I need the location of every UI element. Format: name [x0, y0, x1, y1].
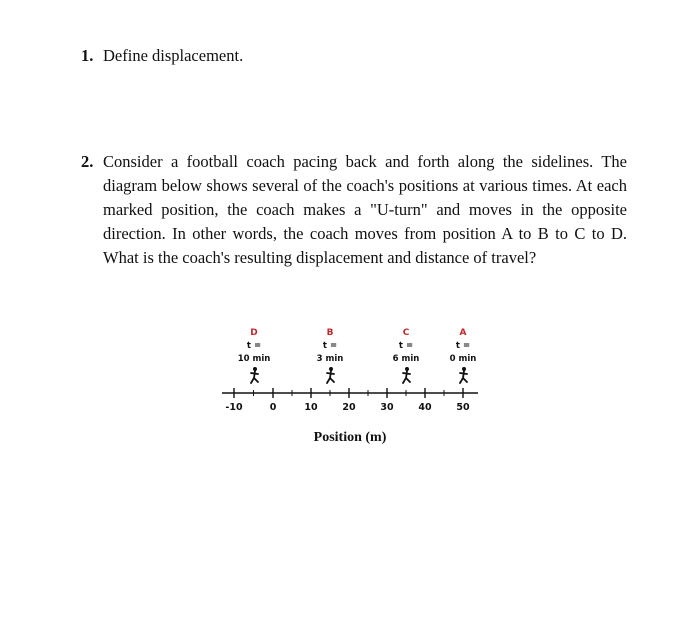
position-letter: B: [326, 328, 334, 338]
time-value: 0 min: [449, 354, 477, 364]
axis-tick-label: 30: [380, 402, 394, 413]
coach-figure-body: [251, 371, 258, 383]
axis-tick-label: 0: [269, 402, 277, 413]
position-letter: D: [250, 328, 258, 338]
axis-tick-label: -10: [225, 402, 243, 413]
time-label: t =: [455, 341, 471, 351]
axis-tick-label: 50: [456, 402, 470, 413]
time-label: t =: [246, 341, 262, 351]
axis-tick-label: 40: [418, 402, 432, 413]
question-2-text: Consider a football coach pacing back and forth along the sidelines. The diagram below shows several of the coach's positions at various times. At each marked position, the coach makes a "U-turn" and moves in the opposite direction. In other words, the coach moves from position A to B to C to D. What is the coach's resulting displacement and distance of travel?: [103, 152, 627, 267]
question-2-number: 2.: [81, 152, 94, 171]
time-label: t =: [398, 341, 414, 351]
axis-tick-label: 20: [342, 402, 356, 413]
time-value: 3 min: [316, 354, 344, 364]
time-label: t =: [322, 341, 338, 351]
position-letter: C: [402, 328, 410, 338]
time-value: 6 min: [392, 354, 420, 364]
time-value: 10 min: [237, 354, 271, 364]
axis-title: Position (m): [313, 430, 387, 445]
coach-figure-body: [327, 371, 334, 383]
coach-figure-body: [460, 371, 467, 383]
axis-tick-label: 10: [304, 402, 318, 413]
question-1-number: 1.: [81, 46, 94, 65]
question-1-text: Define displacement.: [103, 46, 244, 65]
position-letter: A: [459, 328, 467, 338]
coach-figure-body: [403, 371, 410, 383]
